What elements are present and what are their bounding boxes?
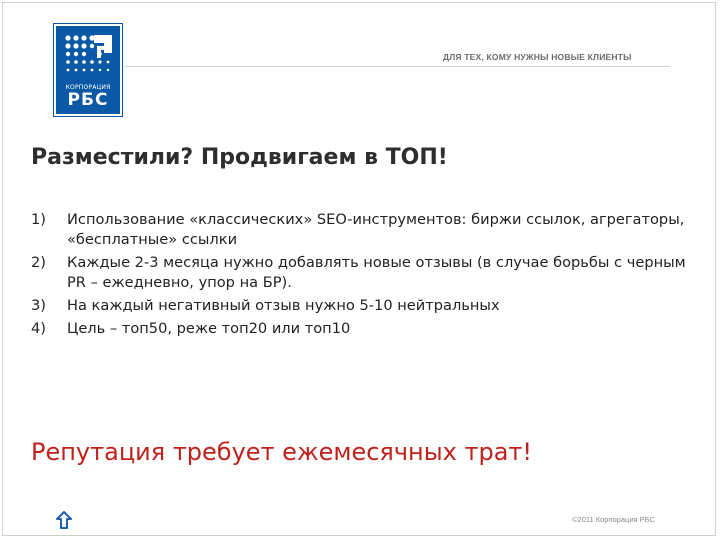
header-tagline: ДЛЯ ТЕХ, КОМУ НУЖНЫ НОВЫЕ КЛИЕНТЫ [443,52,632,62]
up-arrow-icon[interactable] [56,511,72,529]
logo-name: РБС [67,90,109,110]
list-item-number: 3) [31,297,46,314]
logo-caption: КОРПОРАЦИЯ [65,84,111,91]
points-list [31,210,691,342]
copyright-text: ©2011 Корпорация РБС [572,515,655,524]
list-item [31,319,691,339]
list-item [31,253,691,293]
list-item-number: 4) [31,320,46,337]
list-item-text: Каждые 2-3 месяца нужно добавлять новые отзывы (в случае борьбы с черным PR – ежедневно, упор на БР). [67,254,686,291]
slide-title: Разместили? Продвигаем в ТОП! [31,145,448,170]
list-item [31,296,691,316]
list-item [31,210,691,250]
list-item-text: На каждый негативный отзыв нужно 5-10 нейтральных [67,297,500,314]
reputation-callout: Репутация требует ежемесячных трат! [31,438,533,466]
logo-dots-graphic [64,34,114,78]
list-item-text: Цель – топ50, реже топ20 или топ10 [67,320,351,337]
list-item-number: 1) [31,211,46,228]
rbs-logo-icon [54,24,122,116]
header-divider [125,66,670,67]
list-item-number: 2) [31,254,46,271]
list-item-text: Использование «классических» SEO-инструментов: биржи ссылок, агрегаторы, «бесплатные» ссылки [67,211,685,248]
